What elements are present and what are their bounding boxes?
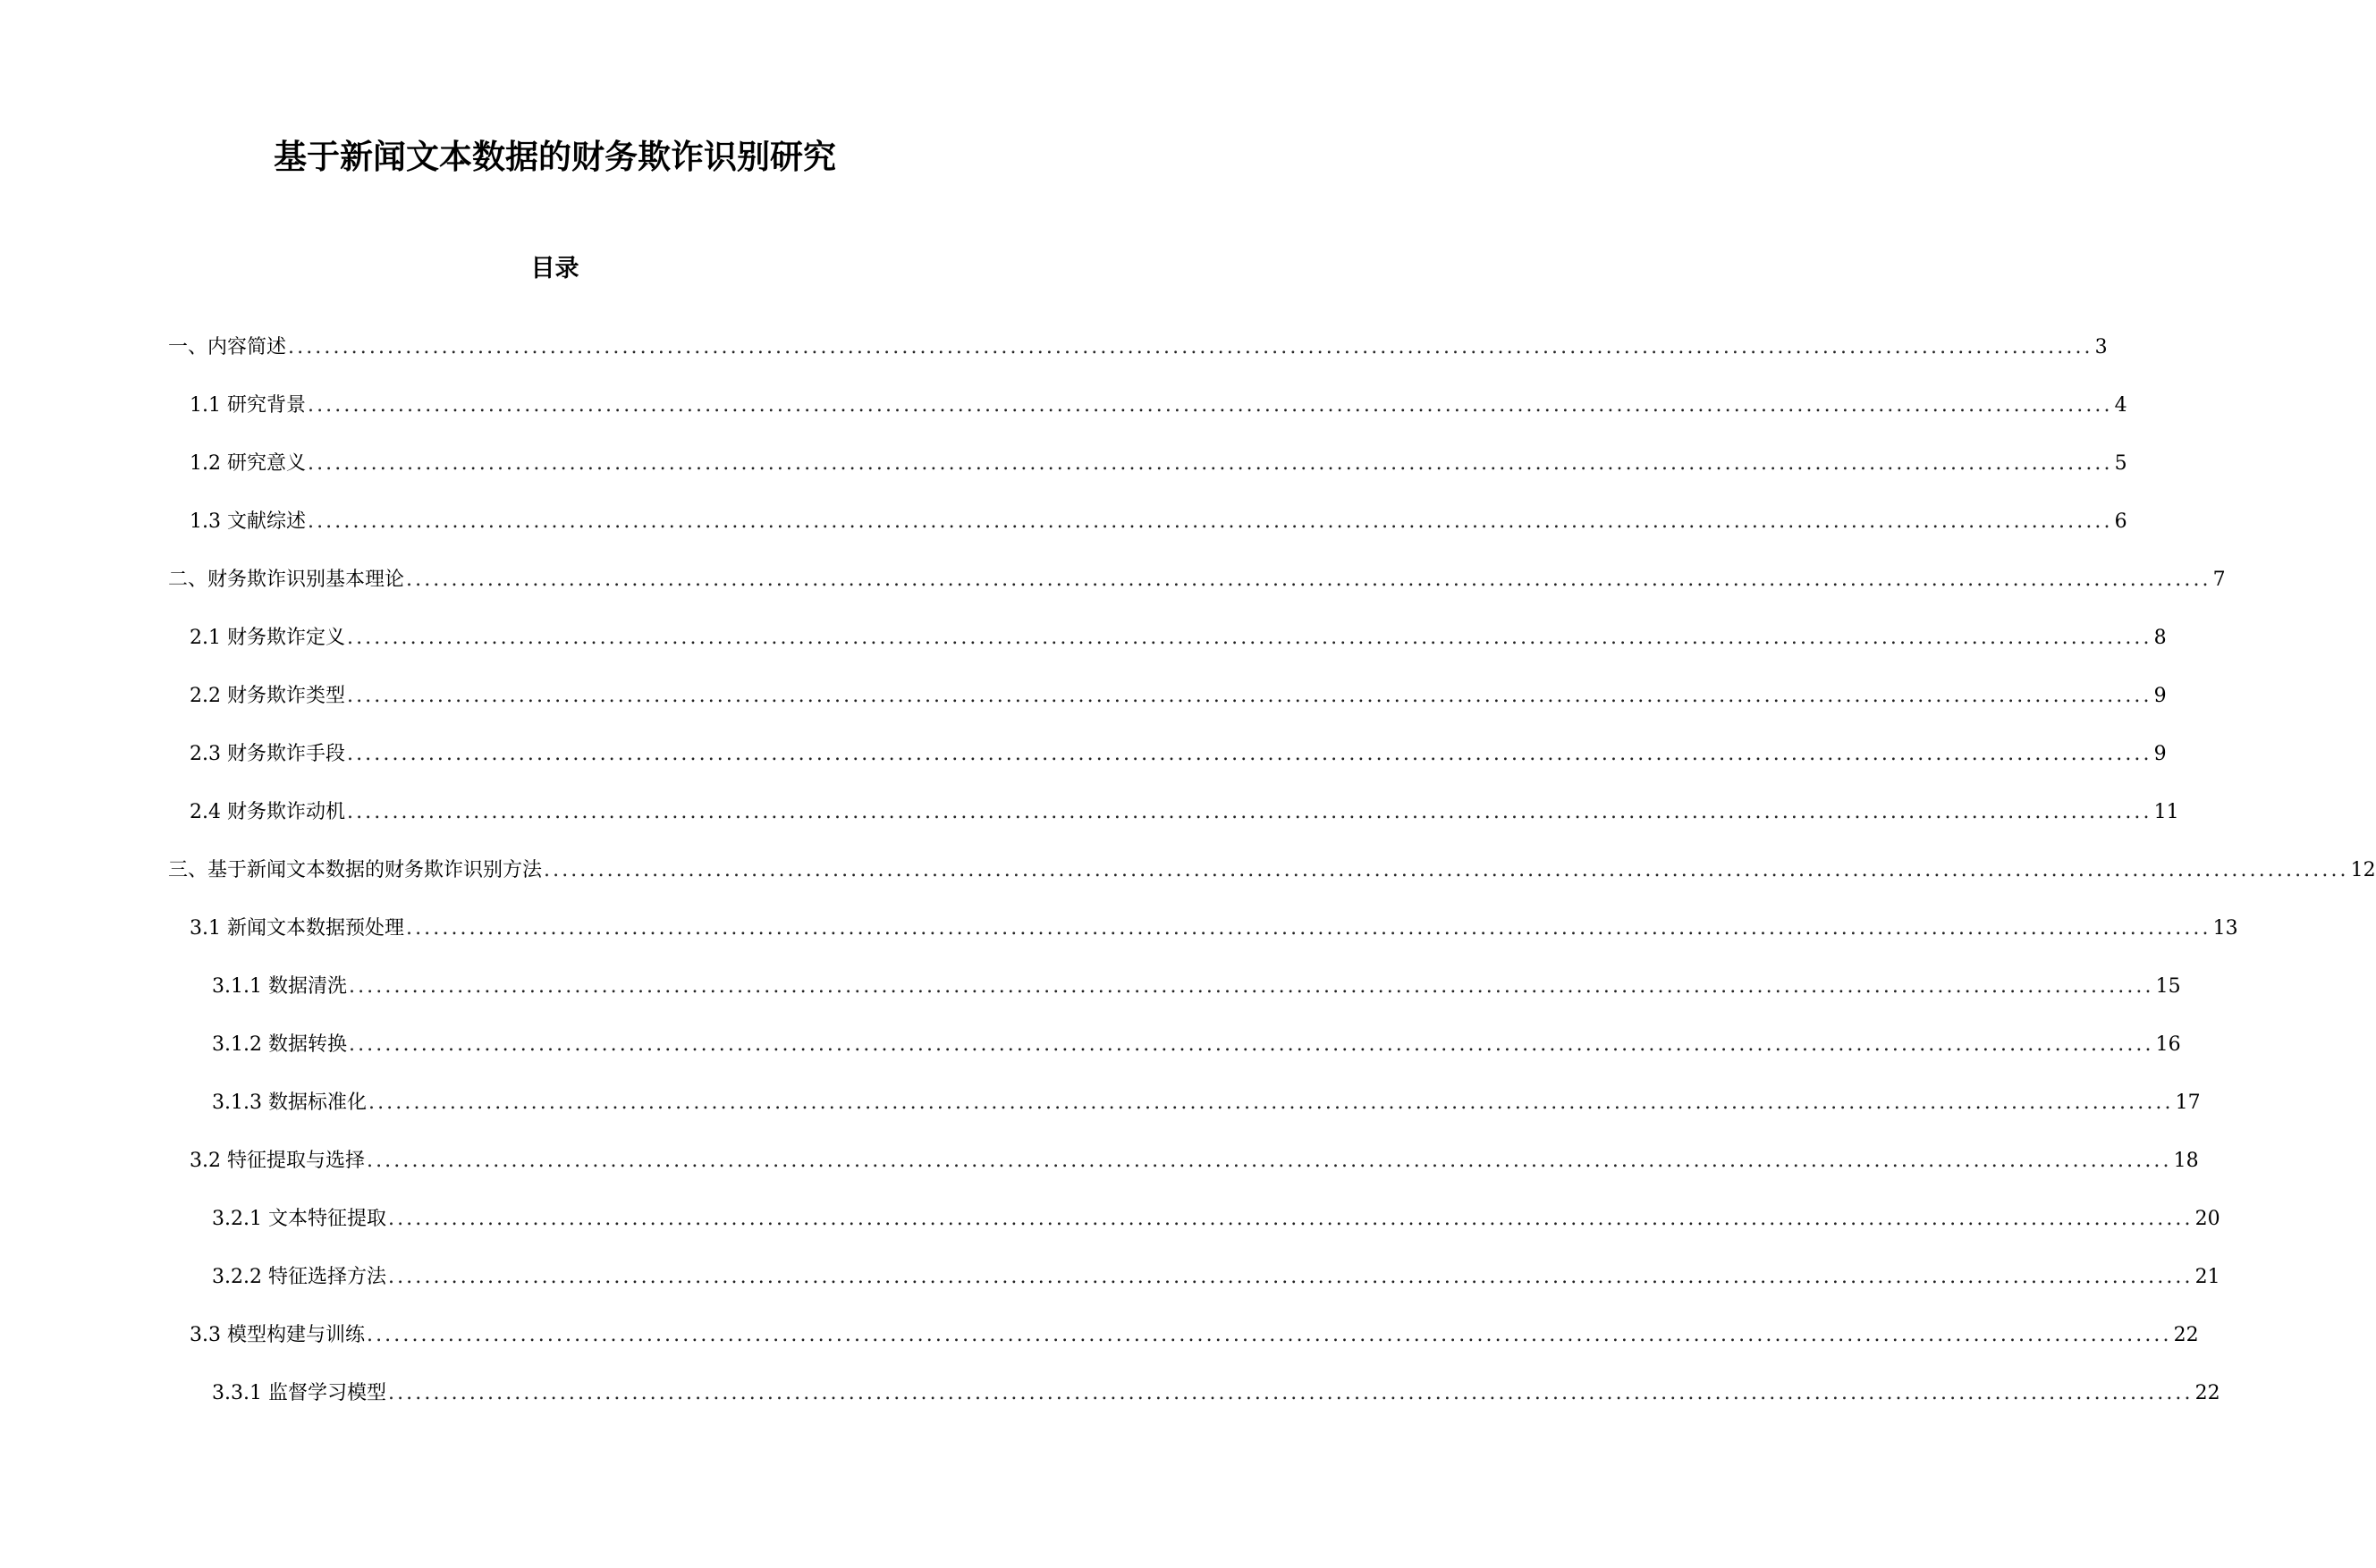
toc-entry-label: 2.3 财务欺诈手段 (190, 743, 345, 765)
toc-entry-label: 3.2.2 特征选择方法 (212, 1266, 386, 1288)
toc-entry[interactable] (168, 563, 2226, 594)
toc-leader-dots: ........................................................................................................................................................................................................ (387, 1266, 2194, 1288)
toc-entry-label: 1.3 文献综述 (190, 510, 306, 533)
toc-leader-dots: ........................................................................................................................................................................................................ (387, 1382, 2194, 1404)
toc-entry-label: 3.1.3 数据标准化 (212, 1092, 367, 1114)
toc-leader-dots: ........................................................................................................................................................................................................ (307, 452, 2113, 475)
toc-leader-dots: ........................................................................................................................................................................................................ (346, 627, 2152, 649)
toc-entry-page: 11 (2153, 801, 2179, 823)
toc-entry-page: 9 (2153, 685, 2167, 707)
toc-entry-page: 22 (2173, 1324, 2199, 1346)
toc-leader-dots: ........................................................................................................................................................................................................ (544, 859, 2349, 881)
toc-entry-label: 2.4 财务欺诈动机 (190, 801, 345, 823)
toc-entry-page: 17 (2175, 1092, 2201, 1114)
toc-entry[interactable] (212, 1260, 2220, 1291)
toc-entry[interactable] (212, 970, 2181, 1000)
toc-entry-page: 21 (2194, 1266, 2220, 1288)
toc-entry-page: 15 (2155, 975, 2181, 998)
toc-entry[interactable] (190, 1144, 2199, 1175)
toc-entry-page: 6 (2114, 510, 2127, 533)
toc-heading: 目录 (530, 255, 579, 282)
toc-entry[interactable] (190, 912, 2238, 942)
toc-entry-label: 3.1.2 数据转换 (212, 1033, 347, 1056)
toc-entry-label: 三、基于新闻文本数据的财务欺诈识别方法 (168, 859, 543, 881)
toc-leader-dots: ........................................................................................................................................................................................................ (346, 685, 2152, 707)
toc-entry-page: 8 (2153, 627, 2167, 649)
toc-leader-dots: ........................................................................................................................................................................................................ (406, 569, 2211, 591)
toc-entry-label: 3.1 新闻文本数据预处理 (190, 917, 404, 940)
toc-entry[interactable] (212, 1377, 2220, 1407)
toc-entry[interactable] (190, 796, 2179, 826)
toc-leader-dots: ........................................................................................................................................................................................................ (346, 801, 2152, 823)
toc-entry[interactable] (212, 1086, 2201, 1117)
toc-entry-label: 2.2 财务欺诈类型 (190, 685, 345, 707)
toc-entry-page: 16 (2155, 1033, 2181, 1056)
toc-entry-page: 9 (2153, 743, 2167, 765)
toc-leader-dots: ........................................................................................................................................................................................................ (348, 975, 2154, 998)
toc-entry-label: 3.1.1 数据清洗 (212, 975, 347, 998)
toc-leader-dots: ........................................................................................................................................................................................................ (288, 336, 2093, 358)
toc-entry[interactable] (190, 679, 2167, 710)
toc-entry-label: 3.3 模型构建与训练 (190, 1324, 365, 1346)
toc-leader-dots: ........................................................................................................................................................................................................ (307, 394, 2113, 417)
document-title: 基于新闻文本数据的财务欺诈识别研究 (274, 137, 836, 176)
toc-entry-page: 20 (2194, 1208, 2220, 1230)
toc-entry[interactable] (168, 854, 2376, 884)
toc-entry-label: 3.2 特征提取与选择 (190, 1150, 365, 1172)
toc-entry-label: 2.1 财务欺诈定义 (190, 627, 345, 649)
toc-leader-dots: ........................................................................................................................................................................................................ (346, 743, 2152, 765)
toc-entry-label: 一、内容简述 (168, 336, 287, 358)
toc-entry[interactable] (190, 505, 2127, 535)
toc-entry-page: 13 (2212, 917, 2238, 940)
toc-entry[interactable] (190, 621, 2167, 652)
toc-entry[interactable] (190, 389, 2127, 419)
toc-entry-page: 7 (2212, 569, 2226, 591)
toc-entry-label: 3.3.1 监督学习模型 (212, 1382, 386, 1404)
toc-entry-page: 3 (2094, 336, 2108, 358)
toc-leader-dots: ........................................................................................................................................................................................................ (387, 1208, 2194, 1230)
toc-entry[interactable] (190, 1319, 2199, 1349)
toc-entry[interactable] (190, 447, 2127, 477)
toc-entry-page: 22 (2194, 1382, 2220, 1404)
toc-entry[interactable] (190, 738, 2167, 768)
toc-entry-label: 3.2.1 文本特征提取 (212, 1208, 386, 1230)
toc-entry[interactable] (212, 1202, 2220, 1233)
toc-entry-label: 1.2 研究意义 (190, 452, 306, 475)
toc-entry-page: 4 (2114, 394, 2127, 417)
toc-entry-page: 5 (2114, 452, 2127, 475)
toc-leader-dots: ........................................................................................................................................................................................................ (405, 917, 2211, 940)
toc-entry-page: 18 (2173, 1150, 2199, 1172)
toc-leader-dots: ........................................................................................................................................................................................................ (366, 1150, 2172, 1172)
toc-leader-dots: ........................................................................................................................................................................................................ (307, 510, 2113, 533)
toc-entry-label: 1.1 研究背景 (190, 394, 306, 417)
toc-entry[interactable] (212, 1028, 2181, 1058)
toc-leader-dots: ........................................................................................................................................................................................................ (366, 1324, 2172, 1346)
toc-entry-label: 二、财务欺诈识别基本理论 (168, 569, 405, 591)
toc-entry-page: 12 (2350, 859, 2376, 881)
toc-leader-dots: ........................................................................................................................................................................................................ (348, 1033, 2154, 1056)
toc-leader-dots: ........................................................................................................................................................................................................ (368, 1092, 2174, 1114)
toc-entry[interactable] (168, 331, 2108, 361)
